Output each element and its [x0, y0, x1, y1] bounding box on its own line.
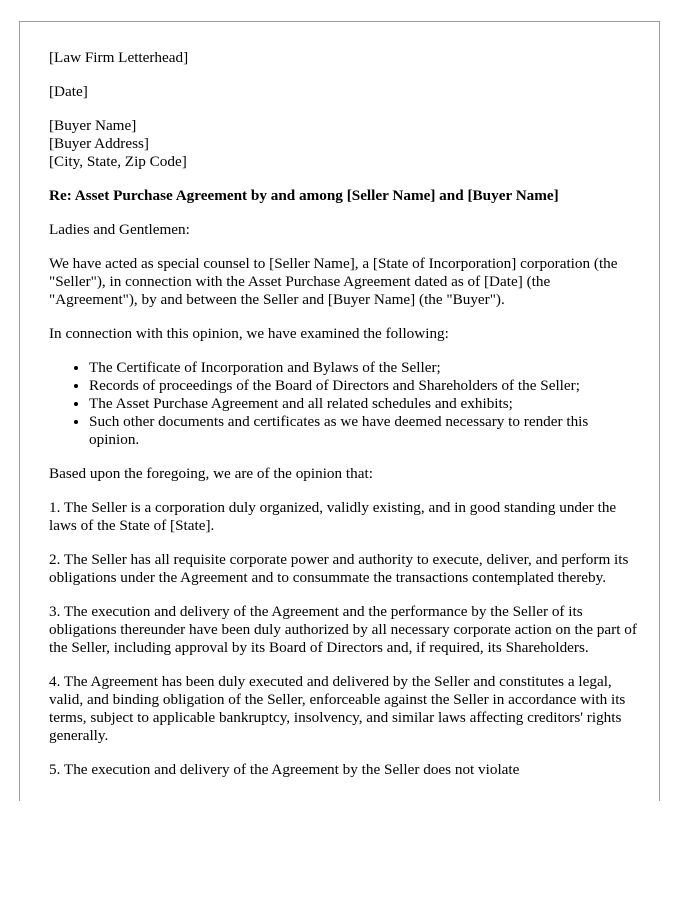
recipient-city-state-zip: [City, State, Zip Code] — [49, 153, 187, 170]
recipient-address: [Buyer Address] — [49, 135, 149, 152]
intro-paragraph: We have acted as special counsel to [Seller Name], a [State of Incorporation] corporation (the "Seller"), in connection with the Asset Purchase Agreement dated as of [Date] (the "Agreement"), by and between the Seller and [Buyer Name] (the "Buyer"). — [49, 255, 618, 308]
salutation: Ladies and Gentlemen: — [49, 221, 190, 238]
recipient-block — [49, 117, 637, 171]
list-item: • The Asset Purchase Agreement and all related schedules and exhibits; — [89, 395, 637, 413]
opinion-paragraph: 1. The Seller is a corporation duly organized, validly existing, and in good standing under the laws of the State of [State]. — [49, 499, 617, 534]
letter-body — [49, 49, 637, 795]
opinion-paragraph: 2. The Seller has all requisite corporate power and authority to execute, deliver, and perform its obligations under the Agreement and to consummate the transactions contemplated thereby. — [49, 551, 629, 586]
opinion-paragraph: 5. The execution and delivery of the Agreement by the Seller does not violate — [49, 761, 520, 778]
list-item: • Records of proceedings of the Board of Directors and Shareholders of the Seller; — [89, 377, 637, 395]
letter-page — [19, 21, 660, 801]
recipient-name: [Buyer Name] — [49, 117, 137, 134]
letter-date: [Date] — [49, 83, 88, 100]
examined-intro: In connection with this opinion, we have examined the following: — [49, 325, 449, 342]
list-item: • The Certificate of Incorporation and Bylaws of the Seller; — [89, 359, 637, 377]
list-item: • Such other documents and certificates as we have deemed necessary to render this opinion. — [89, 413, 637, 449]
subject-line: Re: Asset Purchase Agreement by and among [Seller Name] and [Buyer Name] — [49, 187, 559, 204]
opinion-intro: Based upon the foregoing, we are of the opinion that: — [49, 465, 373, 482]
letterhead: [Law Firm Letterhead] — [49, 49, 189, 66]
examined-documents-list — [49, 359, 637, 449]
opinion-paragraph: 3. The execution and delivery of the Agreement and the performance by the Seller of its obligations thereunder have been duly authorized by all necessary corporate action on the part of the Seller, including approval by its Board of Directors and, if required, its Shareholders. — [49, 603, 637, 656]
opinion-paragraph: 4. The Agreement has been duly executed and delivered by the Seller and constitutes a legal, valid, and binding obligation of the Seller, enforceable against the Seller in accordance with its terms, subject to applicable bankruptcy, insolvency, and similar laws affecting creditors' rights generally. — [49, 673, 626, 744]
